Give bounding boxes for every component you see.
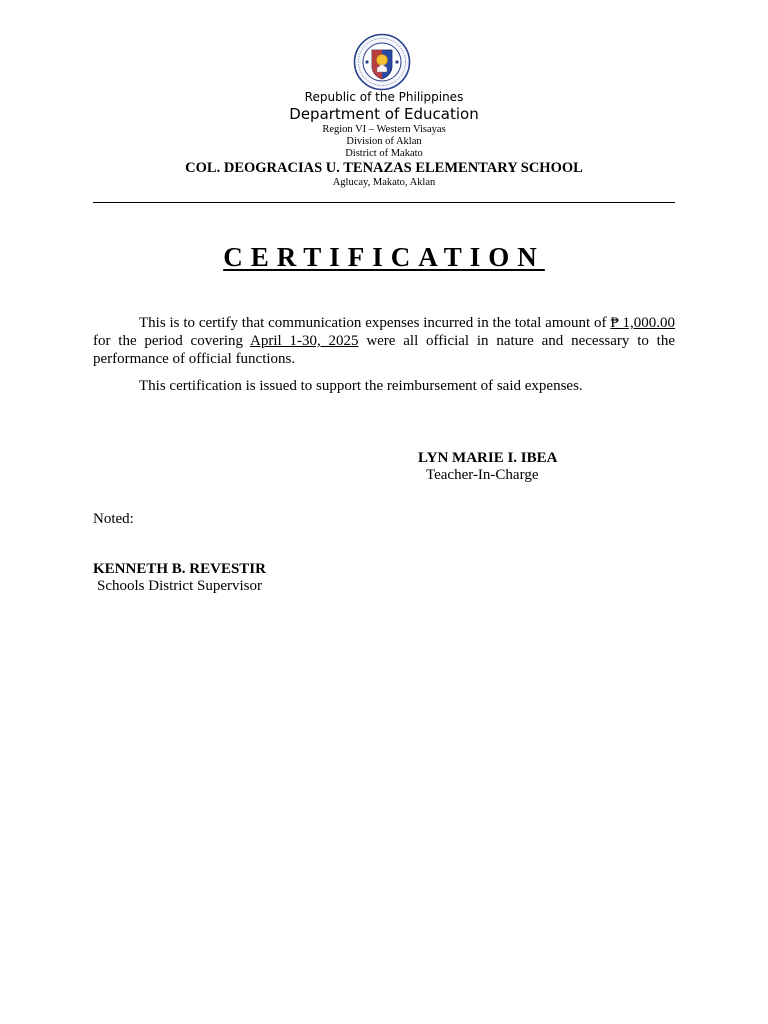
school-name: COL. DEOGRACIAS U. TENAZAS ELEMENTARY SCHOOL xyxy=(185,160,583,176)
paragraph-text-3: were all official in nature and necessary to the performance of official functions. xyxy=(93,333,675,367)
noted-label: Noted: xyxy=(93,511,134,527)
amount-value: ₱ 1,000.00 xyxy=(610,315,675,331)
republic-line: Republic of the Philippines xyxy=(304,90,464,104)
region-line: Region VI – Western Visayas xyxy=(322,124,446,135)
purpose-paragraph: This certification is issued to support the reimbursement of said expenses. xyxy=(139,378,583,394)
noted-by-position: Schools District Supervisor xyxy=(97,578,262,594)
district-line: District of Makato xyxy=(345,148,423,159)
signatory-position: Teacher-In-Charge xyxy=(426,467,539,483)
period-value: April 1-30, 2025 xyxy=(250,333,359,349)
certification-paragraph xyxy=(93,314,675,368)
noted-by-name: KENNETH B. REVESTIR xyxy=(93,561,266,577)
division-line: Division of Aklan xyxy=(346,136,422,147)
signatory-name: LYN MARIE I. IBEA xyxy=(418,450,558,466)
paragraph-text-1: This is to certify that communication expenses incurred in the total amount of xyxy=(139,315,611,331)
department-line: Department of Education xyxy=(289,105,479,123)
document-title-text: CERTIFICATION xyxy=(223,242,545,272)
paragraph-text-2: for the period covering xyxy=(93,333,250,349)
header-divider xyxy=(93,202,675,203)
school-address: Aglucay, Makato, Aklan xyxy=(332,177,436,188)
document-title xyxy=(0,242,768,273)
deped-seal-logo xyxy=(353,33,411,91)
